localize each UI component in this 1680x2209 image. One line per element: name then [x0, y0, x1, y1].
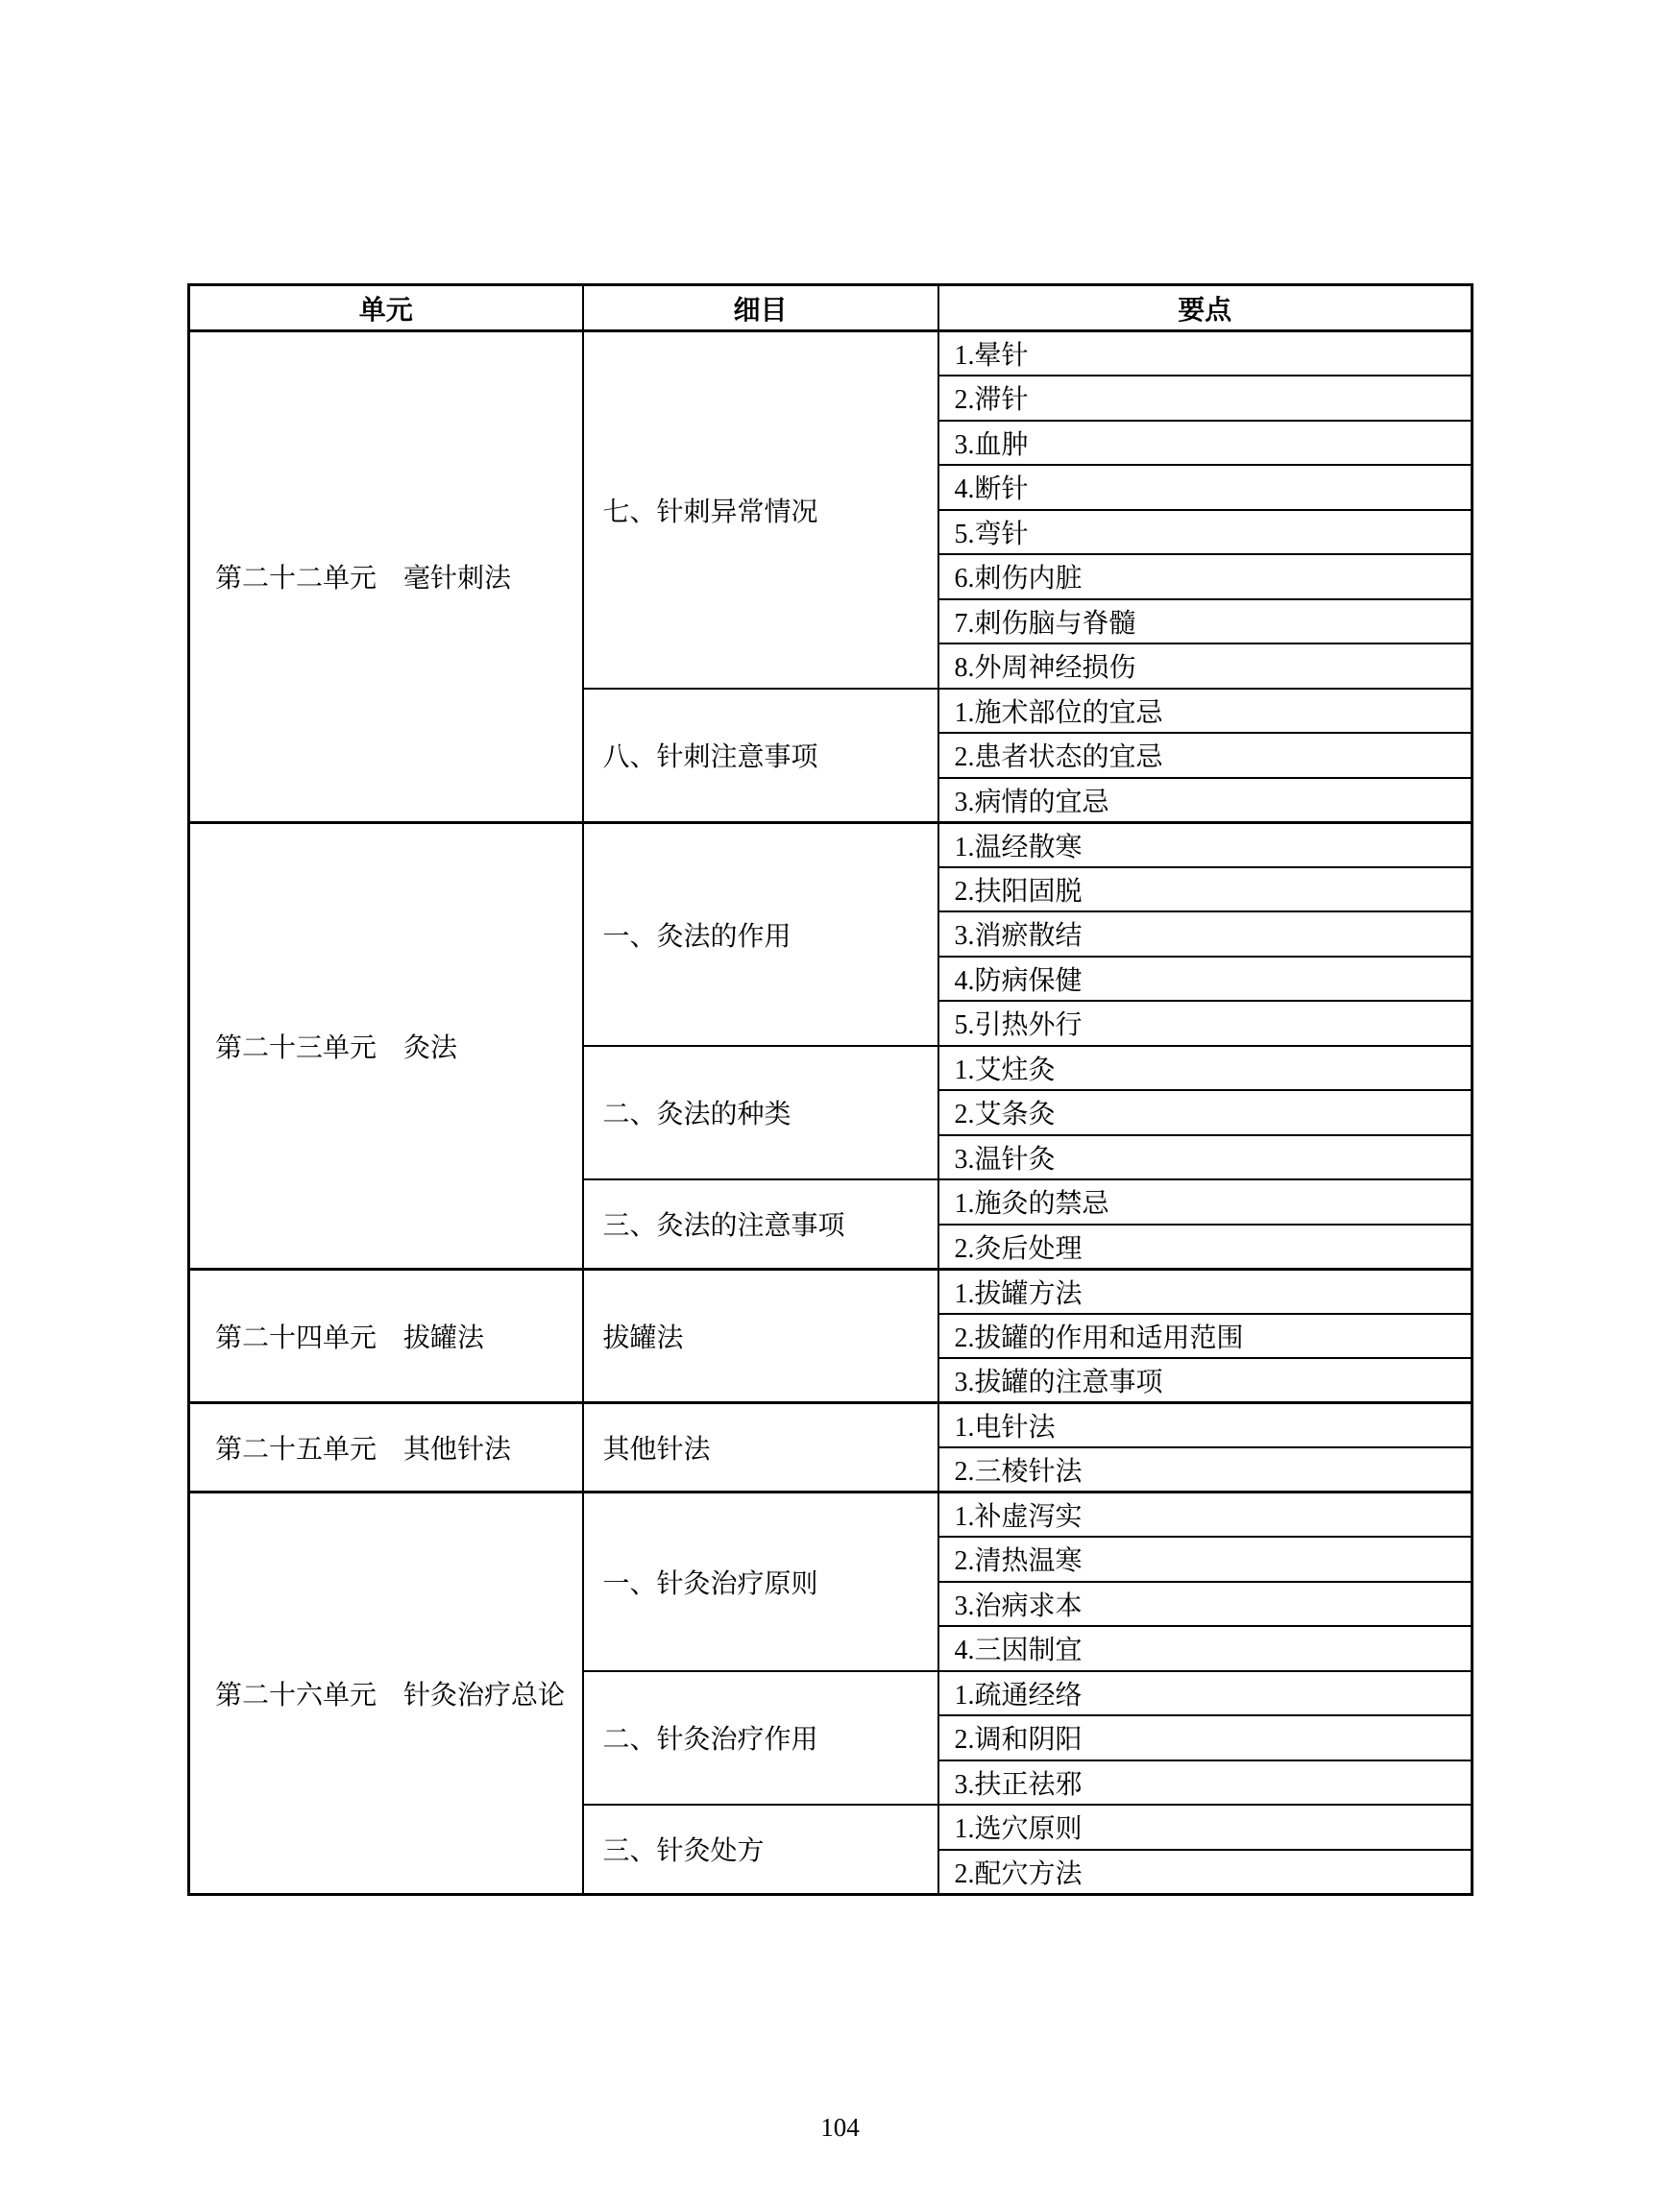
point-cell: 3.拔罐的注意事项 [938, 1358, 1473, 1403]
point-cell: 3.温针灸 [938, 1135, 1473, 1180]
unit-cell: 第二十四单元 拔罐法 [189, 1269, 583, 1403]
point-cell: 2.患者状态的宜忌 [938, 733, 1473, 778]
point-cell: 4.防病保健 [938, 957, 1473, 1002]
point-cell: 1.晕针 [938, 331, 1473, 376]
point-cell: 2.艾条灸 [938, 1090, 1473, 1135]
point-cell: 8.外周神经损伤 [938, 643, 1473, 689]
page-number: 104 [820, 2113, 860, 2142]
point-cell: 3.扶正祛邪 [938, 1760, 1473, 1806]
point-cell: 2.拔罐的作用和适用范围 [938, 1314, 1473, 1359]
table-row [189, 822, 1473, 867]
point-cell: 7.刺伤脑与脊髓 [938, 599, 1473, 644]
point-cell: 5.引热外行 [938, 1001, 1473, 1046]
point-cell: 1.温经散寒 [938, 822, 1473, 867]
point-cell: 1.施术部位的宜忌 [938, 689, 1473, 734]
table-row [189, 1403, 1473, 1448]
point-cell: 2.清热温寒 [938, 1537, 1473, 1582]
point-cell: 4.断针 [938, 465, 1473, 510]
header-category: 细目 [583, 285, 938, 331]
header-points: 要点 [938, 285, 1473, 331]
unit-cell: 第二十六单元 针灸治疗总论 [189, 1493, 583, 1895]
subsection-cell: 七、针刺异常情况 [583, 331, 938, 689]
point-cell: 6.刺伤内脏 [938, 554, 1473, 599]
table-row [189, 331, 1473, 376]
point-cell: 1.施灸的禁忌 [938, 1179, 1473, 1225]
subsection-cell: 三、灸法的注意事项 [583, 1179, 938, 1269]
point-cell: 2.扶阳固脱 [938, 867, 1473, 912]
subsection-cell: 三、针灸处方 [583, 1805, 938, 1894]
point-cell: 5.弯针 [938, 510, 1473, 555]
point-cell: 1.选穴原则 [938, 1805, 1473, 1850]
point-cell: 3.消瘀散结 [938, 911, 1473, 957]
point-cell: 2.灸后处理 [938, 1225, 1473, 1270]
subsection-cell: 八、针刺注意事项 [583, 689, 938, 823]
point-cell: 1.艾炷灸 [938, 1046, 1473, 1091]
subsection-cell: 一、灸法的作用 [583, 822, 938, 1046]
header-unit: 单元 [189, 285, 583, 331]
subsection-cell: 二、针灸治疗作用 [583, 1671, 938, 1806]
subsection-cell: 拔罐法 [583, 1269, 938, 1403]
subsection-cell: 一、针灸治疗原则 [583, 1493, 938, 1671]
unit-cell: 第二十五单元 其他针法 [189, 1403, 583, 1493]
table-row [189, 1269, 1473, 1314]
point-cell: 4.三因制宜 [938, 1626, 1473, 1671]
table-row [189, 1493, 1473, 1538]
unit-cell: 第二十二单元 毫针刺法 [189, 331, 583, 823]
point-cell: 1.拔罐方法 [938, 1269, 1473, 1314]
point-cell: 3.血肿 [938, 421, 1473, 466]
point-cell: 1.疏通经络 [938, 1671, 1473, 1716]
subsection-cell: 二、灸法的种类 [583, 1046, 938, 1180]
point-cell: 2.滞针 [938, 376, 1473, 421]
point-cell: 2.三棱针法 [938, 1447, 1473, 1493]
point-cell: 2.调和阴阳 [938, 1715, 1473, 1760]
point-cell: 2.配穴方法 [938, 1850, 1473, 1895]
point-cell: 1.电针法 [938, 1403, 1473, 1448]
syllabus-table [187, 283, 1473, 1896]
subsection-cell: 其他针法 [583, 1403, 938, 1493]
point-cell: 3.病情的宜忌 [938, 778, 1473, 823]
unit-cell: 第二十三单元 灸法 [189, 822, 583, 1269]
header-row [189, 285, 1473, 331]
point-cell: 1.补虚泻实 [938, 1493, 1473, 1538]
point-cell: 3.治病求本 [938, 1582, 1473, 1627]
